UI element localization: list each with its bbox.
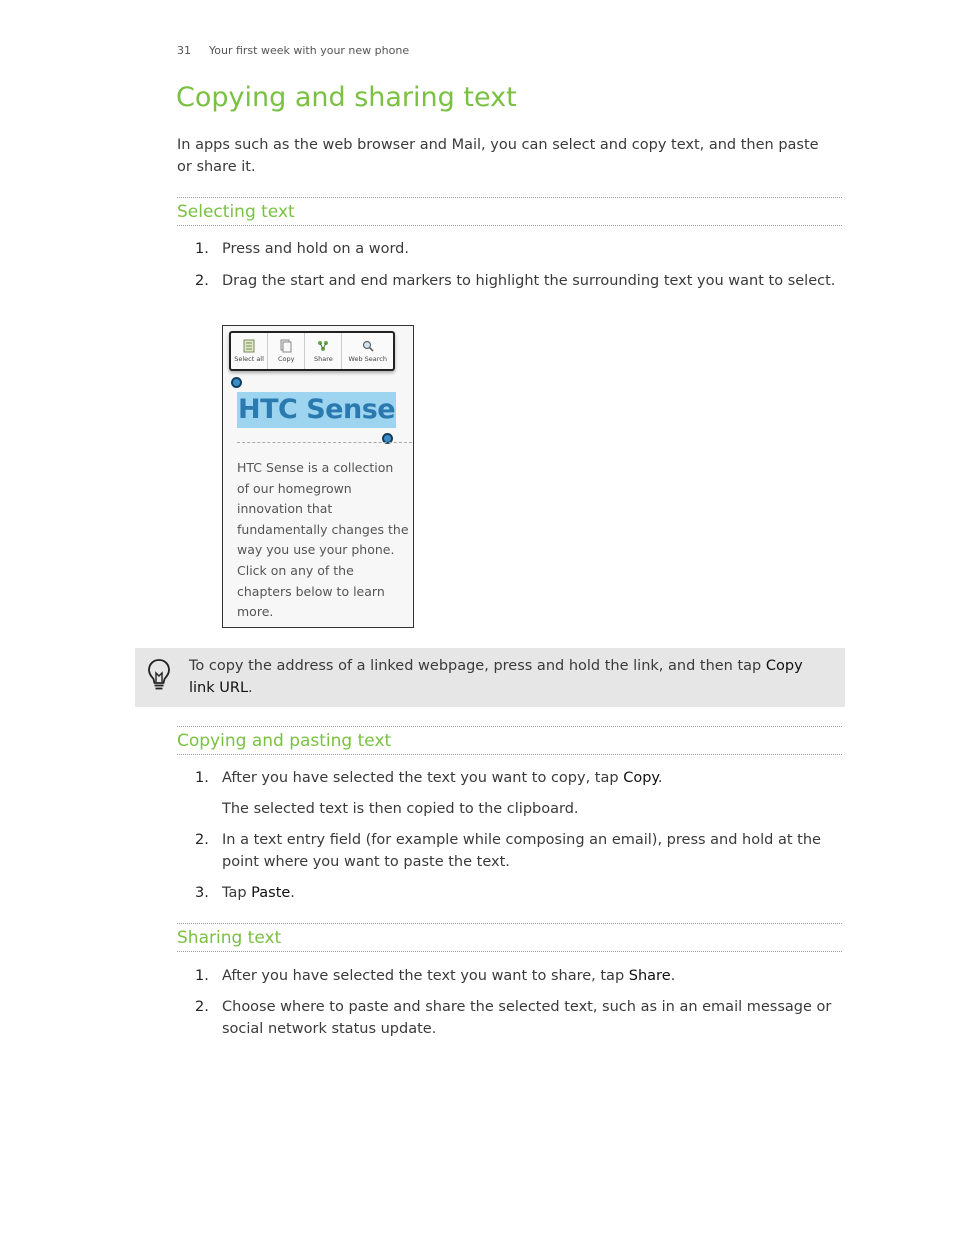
lightbulb-icon bbox=[147, 658, 171, 692]
tip-box bbox=[135, 648, 845, 707]
step-number: 2. bbox=[195, 832, 209, 848]
step-text: After you have selected the text you want to copy, tap Copy. bbox=[222, 770, 663, 786]
step-text: Choose where to paste and share the selected text, such as in an email message or social network status update. bbox=[222, 999, 832, 1037]
ui-term: Share bbox=[628, 968, 671, 984]
section-heading-text: Sharing text bbox=[177, 928, 282, 948]
step-number: 1. bbox=[195, 770, 209, 786]
toolbar-label: Select all bbox=[234, 355, 264, 363]
step-number: 2. bbox=[195, 273, 209, 289]
toolbar-web-search bbox=[342, 333, 393, 369]
step-text: Tap Paste. bbox=[222, 885, 295, 901]
divider bbox=[237, 442, 412, 443]
toolbar-label: Share bbox=[313, 355, 333, 363]
start-marker-icon bbox=[231, 377, 242, 388]
ui-term: Paste bbox=[251, 885, 291, 901]
sample-body-text: HTC Sense is a collection of our homegrown innovation that fundamentally changes the way you use your phone. Click on any of the chapters below to learn more. bbox=[237, 460, 409, 620]
toolbar-share bbox=[305, 333, 342, 369]
tip-text: To copy the address of a linked webpage, press and hold the link, and then tap Copy link URL. bbox=[189, 658, 803, 696]
running-header bbox=[177, 44, 409, 57]
step-number: 3. bbox=[195, 885, 209, 901]
toolbar-label: Copy bbox=[277, 355, 295, 363]
ui-term: Copy bbox=[623, 770, 658, 786]
step-number: 1. bbox=[195, 241, 209, 257]
intro-paragraph: In apps such as the web browser and Mail, you can select and copy text, and then paste or share it. bbox=[177, 137, 819, 175]
section-heading-selecting bbox=[177, 197, 842, 226]
step-text: The selected text is then copied to the clipboard. bbox=[222, 801, 579, 817]
section-heading-text: Selecting text bbox=[177, 202, 295, 222]
toolbar-copy bbox=[268, 333, 305, 369]
toolbar-label: Web Search bbox=[348, 355, 387, 363]
page-title: Copying and sharing text bbox=[176, 82, 517, 113]
section-heading-sharing bbox=[177, 923, 842, 952]
page-number: 31 bbox=[177, 44, 191, 57]
step-number: 2. bbox=[195, 999, 209, 1015]
step-text: In a text entry field (for example while composing an email), press and hold at the point where you want to paste the text. bbox=[222, 832, 821, 870]
share-icon bbox=[317, 339, 329, 353]
copy-icon bbox=[280, 339, 292, 353]
document-icon bbox=[243, 339, 255, 353]
step-number: 1. bbox=[195, 968, 209, 984]
text-selection-screenshot bbox=[222, 325, 414, 628]
magnifier-icon bbox=[362, 339, 374, 353]
selection-toolbar bbox=[229, 331, 395, 371]
chapter-title: Your first week with your new phone bbox=[209, 44, 410, 57]
section-heading-text: Copying and pasting text bbox=[177, 731, 392, 751]
ui-term: Copy link URL bbox=[189, 658, 803, 696]
section-heading-copying bbox=[177, 726, 842, 755]
step-text: Press and hold on a word. bbox=[222, 241, 409, 257]
toolbar-select-all bbox=[231, 333, 268, 369]
step-text: After you have selected the text you want to share, tap Share. bbox=[222, 968, 676, 984]
step-text: Drag the start and end markers to highlight the surrounding text you want to select. bbox=[222, 273, 836, 289]
selected-title: HTC Sense bbox=[237, 392, 396, 428]
